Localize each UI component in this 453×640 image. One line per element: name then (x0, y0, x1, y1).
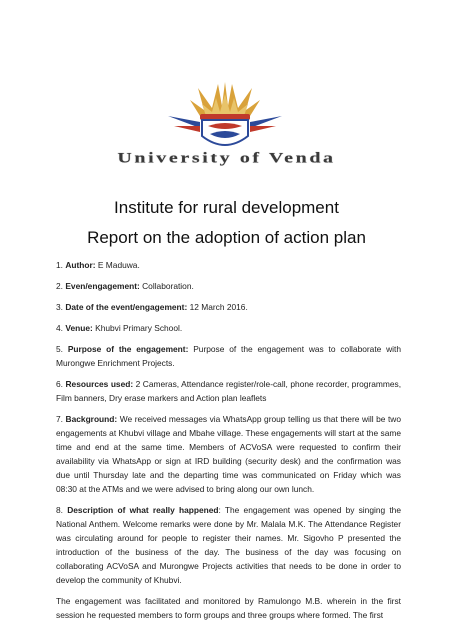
report-item-date: 3. Date of the event/engagement: 12 March 2016. (56, 302, 248, 312)
document-title: Institute for rural development (114, 198, 339, 217)
report-item-author: 1. Author: E Maduwa. (56, 260, 140, 270)
report-body (56, 258, 401, 629)
document-subtitle: Report on the adoption of action plan (87, 228, 366, 247)
report-item-engagement: 2. Even/engagement: Collaboration. (56, 281, 194, 291)
university-crest-logo (160, 82, 290, 154)
report-item-resources: 6. Resources used: 2 Cameras, Attendance register/role-call, phone recorder, programmes, Film banners, Dry erase markers and Action plan leaflets (56, 379, 402, 403)
closing-paragraph: The engagement was facilitated and monitored by Ramulongo M.B. wherein in the first session he requested members to form groups and three groups where formed. The first (56, 596, 401, 620)
report-item-background: 7. Background: We received messages via WhatsApp group telling us that there will be two engagements at Khubvi village and Mbahe village. These engagements will start at the same time and end at the same time. Members of ACVoSA were requested to confirm their availability via WhatsApp or sign at IRD building (security desk) and the confirmation was due until Thursday late and the departing time was communicated on Friday which was 08:30 at the ATMs and we were advised to bring along our own lunch. (56, 414, 402, 494)
university-wordmark: University of Venda (117, 150, 336, 167)
report-item-purpose: 5. Purpose of the engagement: Purpose of the engagement was to collaborate with Murongwe Enrichment Projects. (56, 344, 402, 368)
report-item-description: 8. Description of what really happened: The engagement was opened by singing the National Anthem. Welcome remarks were done by Mr. Malala M.K. The Attendance Register was circulating around for people to register their names. Mr. Sigovho P presented the introduction of the business of the day. The business of the day was focusing on collaborating ACVoSA and Murongwe Projects activities that needs to be done in order to develop the community of Khubvi. (56, 505, 402, 585)
report-item-venue: 4. Venue: Khubvi Primary School. (56, 323, 183, 333)
